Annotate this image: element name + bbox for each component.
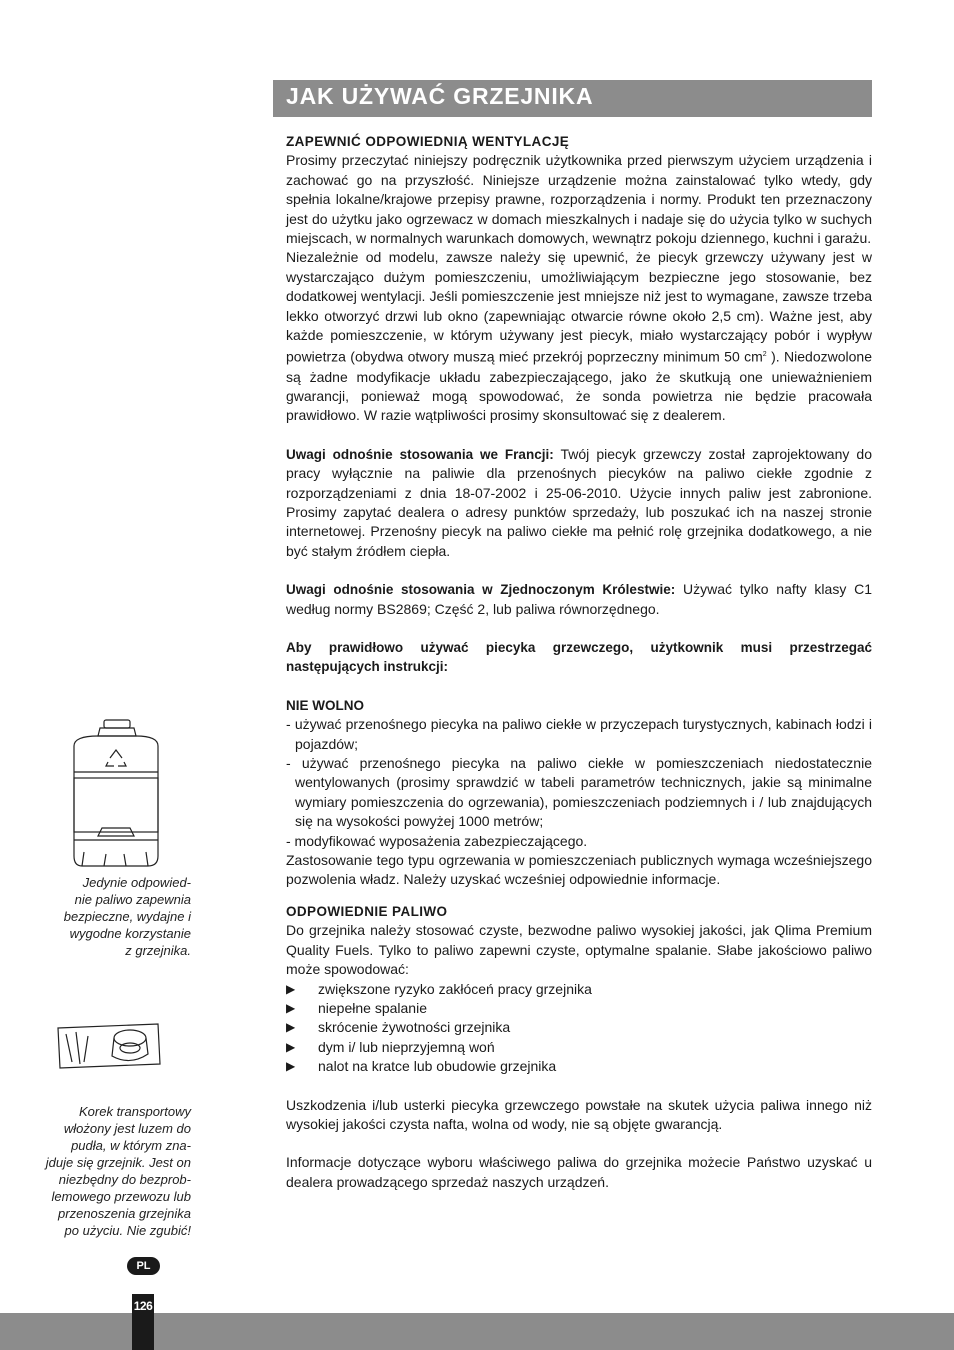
- fuel-bullet: [286, 999, 872, 1018]
- triangle-bullet-icon: ▶: [286, 1039, 296, 1054]
- page-title: JAK UŻYWAĆ GRZEJNIKA: [286, 83, 594, 109]
- triangle-bullet-icon: ▶: [286, 1059, 296, 1074]
- uk-text: Używać tylko nafty klasy C1 według normy BS2869; Część 2, lub paliwa równorzędnego.: [286, 581, 872, 617]
- dealer-note: Informacje dotyczące wyboru właściwego paliwa do grzejnika możecie Państwo uzyskać u dealera prowadzącego sprzedaż naszych urządzeń.: [286, 1154, 872, 1190]
- forbidden-label: NIE WOLNO: [286, 697, 364, 713]
- uk-note: [286, 580, 872, 619]
- warranty-note: Uszkodzenia i/lub usterki piecyka grzewczego powstałe na skutek użycia paliwa innego niż wysokiej jakości czysta nafta, wolna od wody, nie są objęte gwarancją.: [286, 1096, 872, 1132]
- triangle-bullet-icon: ▶: [286, 981, 296, 996]
- fuel-bullet-list: [286, 980, 872, 1077]
- uk-label: Uwagi odnośnie stosowania w Zjednoczonym Królestwie:: [286, 582, 676, 598]
- ventilation-heading: ZAPEWNIĆ ODPOWIEDNIĄ WENTYLACJĘ: [286, 134, 570, 149]
- plug-caption: Korek transportowy włożony jest luzem do pudła, w którym zna- jduje się grzejnik. Jest on niezbędny do bezprob- lemowego przewozu lub przenoszenia grzejnika po użyciu. Nie zgubić!: [45, 1104, 191, 1238]
- fuel-bullet: [286, 1057, 872, 1076]
- fuel-bullet: [286, 1038, 872, 1057]
- triangle-bullet-icon: ▶: [286, 1020, 296, 1035]
- fuel-bullet-text: skrócenie żywotności grzejnika: [318, 1019, 511, 1036]
- fuel-intro: Do grzejnika należy stosować czyste, bezwodne paliwo wysokiej jakości, jak Qlima Premium Quality Fuels. Tylko to paliwo zapewni czyste, optymalne spalanie. Słabe jakościowo paliwo może spowodować:: [286, 922, 872, 978]
- transport-plug-icon: [54, 1018, 164, 1076]
- fuel-bullet: [286, 980, 872, 999]
- main-content: [286, 132, 872, 1192]
- instruction-text: Aby prawidłowo używać piecyka grzewczego, użytkownik musi przestrzegać następujących instrukcji:: [286, 640, 872, 675]
- france-label: Uwagi odnośnie stosowania we Francji:: [286, 446, 554, 462]
- fuel-heading: ODPOWIEDNIE PALIWO: [286, 903, 448, 919]
- title-bar: [273, 80, 872, 117]
- ventilation-para-2: [286, 248, 872, 425]
- public-note: Zastosowanie tego typu ogrzewania w pomieszczeniach publicznych wymaga wcześniejszego pozwolenia władz. Należy uzyskać wcześniej odpowiednie informacje.: [286, 852, 872, 888]
- fuel-bullet: [286, 1018, 872, 1037]
- forbidden-item: - używać przenośnego piecyka na paliwo ciekłe w przyczepach turystycznych, kabinach łodzi i pojazdów;: [286, 716, 872, 752]
- fuel-bullet-text: zwiększone ryzyko zakłóceń pracy grzejnika: [318, 980, 592, 997]
- fuel-can-icon: [64, 716, 164, 868]
- fuel-bullet-text: niepełne spalanie: [318, 999, 427, 1016]
- fuel-bullet-text: dym i/ lub nieprzyjemną woń: [318, 1038, 495, 1055]
- forbidden-item: - używać przenośnego piecyka na paliwo ciekłe w pomieszczeniach niedostatecznie wentylowanych (prosimy sprawdzić w tabeli parametrów technicznych, jakie są minimalne wymiary pomieszczenia do ogrzewania), pomieszczeniach podziemnych i / lub znajdujących się na wysokości powyżej 1000 metrów;: [286, 755, 872, 830]
- ventilation-para-2-a: Niezależnie od modelu, zawsze należy się upewnić, że piecyk grzewczy używany jest w wystarczająco dużym pomieszczeniu, umożliwiającym bezpieczne jego stosowanie, bez dodatkowej wentylacji. Jeśli pomieszczenie jest mniejsze niż jest to wymagane, zawsze trzeba lekko otworzyć drzwi lub okno (zapewniając otwarcie równe około 2,5 cm). Ważne jest, aby każde pomieszczenie, w którym używany jest piecyk, miało wystarczający pobór i wypływ powietrza (obydwa otwory muszą mieć przekrój poprzeczny minimum 50 cm: [286, 249, 872, 366]
- triangle-bullet-icon: ▶: [286, 1000, 296, 1015]
- fuel-caption: Jedynie odpowied- nie paliwo zapewnia bezpieczne, wydajne i wygodne korzystanie z grzejnika.: [63, 875, 191, 958]
- ventilation-para-1: Prosimy przeczytać niniejszy podręcznik użytkownika przed pierwszym użyciem urządzenia i zachować go na przyszłość. Niniejsze urządzenie można zainstalować tylko wtedy, gdy spełnia lokalne/krajowe przepisy prawne, rozporządzenia i normy. Produkt ten przeznaczony jest do użytku jako ogrzewacz w domach mieszkalnych i nadaje się do użycia tylko w suchych miejscach, w normalnych warunkach domowych, wewnątrz pokoju dziennego, kuchni i garażu.: [286, 152, 872, 247]
- france-note: [286, 445, 872, 561]
- france-text: Twój piecyk grzewczy został zaprojektowany do pracy wyłącznie na paliwie dla przenośnych piecyków na paliwo ciekłe zgodnie z rozporządzeniami z dnia 18-07-2002 i 25-06-2010. Użycie innych paliw jest zabronione. Prosimy zapytać dealera o adresy punktów sprzedaży, lub poszukać ich na naszej stronie internetowej. Przenośny piecyk na paliwo ciekłe ma pełnić rolę grzejnika dodatkowego, a nie być stałym źródłem ciepła.: [286, 445, 872, 559]
- language-badge: PL: [127, 1257, 160, 1275]
- page-number: 126: [132, 1294, 154, 1350]
- forbidden-item: - modyfikować wyposażenia zabezpieczającego.: [286, 832, 588, 849]
- fuel-bullet-text: nalot na kratce lub obudowie grzejnika: [318, 1058, 557, 1075]
- ventilation-para-2-b: ). Niedozwolone są żadne modyfikacje układu zabezpieczającego, jako że skutkują one unieważnieniem gwarancji, ponieważ mogą spowodować, że sonda powietrza nie będzie pracowała prawidłowo. W razie wątpliwości prosimy skonsultować się z dealerem.: [286, 349, 872, 424]
- superscript-2: 2: [762, 351, 767, 359]
